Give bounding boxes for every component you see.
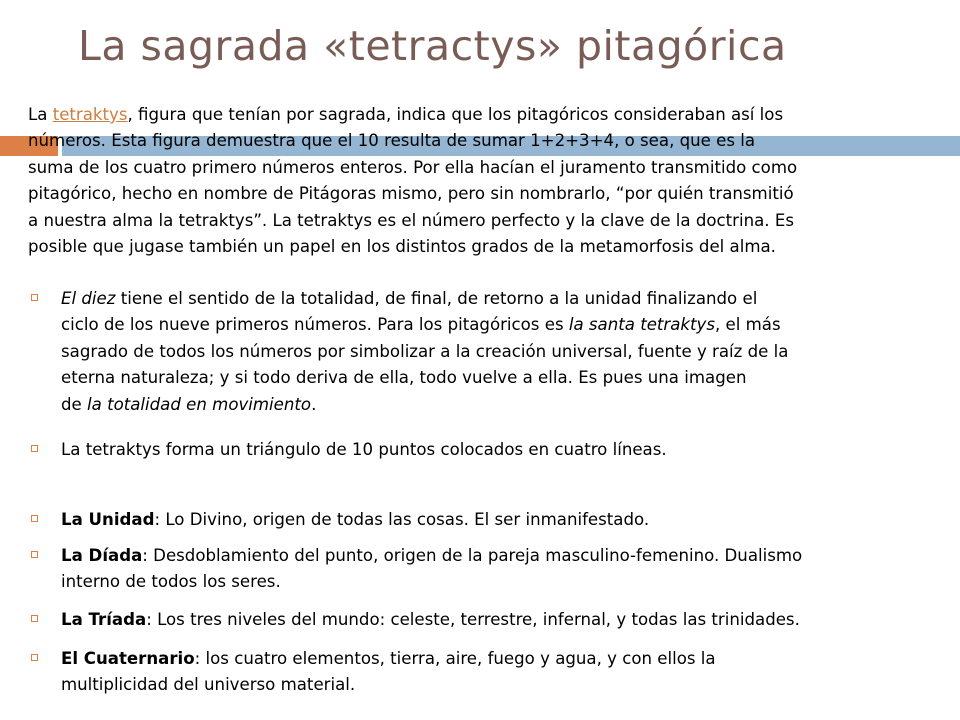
bullet-text: : Lo Divino, origen de todas las cosas. El ser inmanifestado. bbox=[154, 510, 650, 529]
intro-prefix: La bbox=[28, 105, 53, 124]
bullet-text: : Desdoblamiento del punto, origen de la pareja masculino-femenino. Dualismo bbox=[142, 546, 803, 565]
bullet-line: interno de todos los seres. bbox=[61, 572, 281, 592]
bullet-square-icon bbox=[31, 551, 38, 558]
intro-line: números. Esta figura demuestra que el 10 resulta de sumar 1+2+3+4, o sea, que es la bbox=[28, 131, 756, 151]
intro-line: pitagórico, hecho en nombre de Pitágoras mismo, pero sin nombrarlo, “por quién transmitió bbox=[28, 184, 794, 204]
bullet-line bbox=[28, 646, 936, 672]
intro-line1-text: , figura que tenían por sagrada, indica que los pitagóricos consideraban así los bbox=[127, 105, 784, 124]
bullet-triada bbox=[28, 607, 936, 633]
bold-term: La Unidad bbox=[61, 510, 155, 529]
bullet-line: La tetraktys forma un triángulo de 10 puntos colocados en cuatro líneas. bbox=[61, 440, 667, 459]
bullet-text: : Los tres niveles del mundo: celeste, terrestre, infernal, y todas las trinidades. bbox=[146, 610, 800, 629]
bullet-line: multiplicidad del universo material. bbox=[61, 675, 356, 695]
bullet-text: ciclo de los nueve primeros números. Para los pitagóricos es bbox=[61, 315, 569, 335]
bullet-unidad bbox=[28, 507, 936, 533]
italic-text: El diez bbox=[61, 289, 116, 308]
slide-body bbox=[28, 102, 936, 695]
bullet-text: tiene el sentido de la totalidad, de final, de retorno a la unidad finalizando el bbox=[115, 289, 758, 308]
bullet-text: de bbox=[61, 394, 88, 414]
intro-line: suma de los cuatro primero números enteros. Por ella hacían el juramento transmitido como bbox=[28, 157, 798, 177]
bullet-square-icon bbox=[31, 615, 38, 622]
bullet-line bbox=[28, 392, 936, 418]
bullet-line bbox=[28, 543, 936, 569]
italic-text: la totalidad en movimiento bbox=[87, 394, 312, 414]
tetraktys-link[interactable]: tetraktys bbox=[52, 105, 128, 124]
bold-term: La Díada bbox=[61, 546, 143, 565]
intro-line: posible que jugase también un papel en los distintos grados de la metamorfosis del alma. bbox=[28, 237, 776, 257]
bullet-text: : los cuatro elementos, tierra, aire, fuego y agua, y con ellos la bbox=[194, 649, 716, 668]
bullet-tetraktys-triangle bbox=[28, 437, 936, 463]
bullet-text: , el más bbox=[715, 315, 781, 335]
bullet-square-icon bbox=[31, 294, 38, 301]
bullet-square-icon bbox=[31, 515, 38, 522]
intro-paragraph bbox=[28, 102, 936, 260]
bullet-line bbox=[28, 607, 936, 633]
bullet-square-icon bbox=[31, 445, 38, 452]
bullet-diada bbox=[28, 543, 936, 596]
intro-line bbox=[28, 102, 936, 128]
bullet-line bbox=[28, 312, 936, 338]
bullet-line: sagrado de todos los números por simbolizar a la creación universal, fuente y raíz de la bbox=[61, 341, 789, 361]
bullet-el-diez bbox=[28, 286, 936, 418]
intro-line: a nuestra alma la tetraktys”. La tetraktys es el número perfecto y la clave de la doctrina. Es bbox=[28, 210, 794, 230]
bullet-line bbox=[28, 286, 936, 312]
slide-title: La sagrada «tetractys» pitagórica bbox=[78, 22, 787, 70]
italic-text: la santa tetraktys bbox=[568, 315, 715, 335]
bold-term: La Tríada bbox=[61, 610, 147, 629]
bold-term: El Cuaternario bbox=[61, 649, 195, 668]
bullet-line: eterna naturaleza; y si todo deriva de ella, todo vuelve a ella. Es pues una imagen bbox=[61, 368, 747, 388]
bullet-line bbox=[28, 507, 936, 533]
bullet-square-icon bbox=[31, 654, 38, 661]
bullet-text: . bbox=[311, 394, 317, 414]
bullet-cuaternario bbox=[28, 646, 936, 699]
